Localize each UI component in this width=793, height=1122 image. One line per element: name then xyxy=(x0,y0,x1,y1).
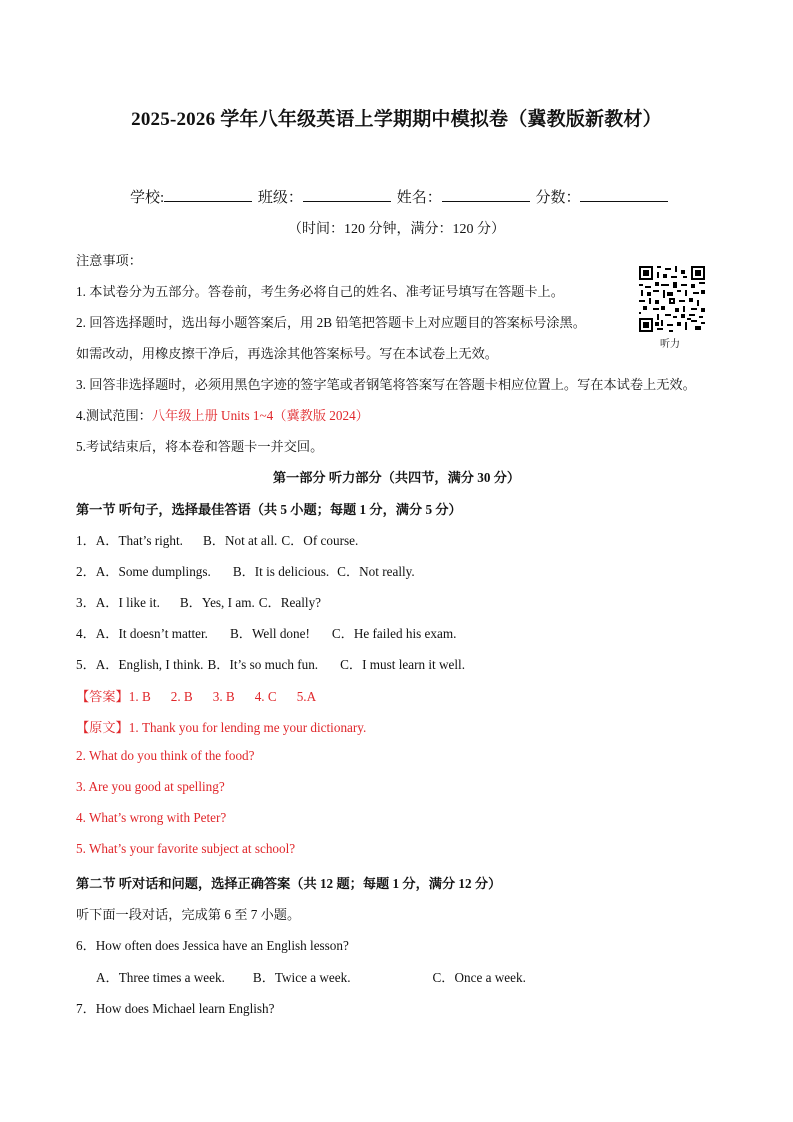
question-number: 4． xyxy=(76,626,96,641)
class-blank[interactable] xyxy=(303,188,391,202)
question-6: 6．How often does Jessica have an English lesson? xyxy=(76,938,349,953)
qr-code-icon[interactable] xyxy=(638,266,706,332)
question-number: 3． xyxy=(76,595,96,610)
notice-item-2b: 如需改动，用橡皮擦干净后，再选涂其他答案标号。写在本试卷上无效。 xyxy=(76,346,498,361)
notice-item-4-prefix: 4.测试范围： xyxy=(76,408,152,423)
time-note: （时间：120 分钟，满分：120 分） xyxy=(288,222,505,237)
option-c: C．Of course. xyxy=(281,533,359,548)
question-5 xyxy=(76,654,465,673)
script-line-2: 2. What do you think of the food? xyxy=(76,748,255,763)
script-label: 【原文】 xyxy=(76,720,129,735)
script-line-4: 4. What’s wrong with Peter? xyxy=(76,810,227,825)
question-7: 7．How does Michael learn English? xyxy=(76,1001,275,1016)
option-b: B．Twice a week. xyxy=(252,970,351,985)
notice-heading: 注意事项： xyxy=(76,253,142,268)
option-a: A．English, I think. xyxy=(95,657,204,672)
answer-item: 1. B xyxy=(128,689,151,704)
option-b: B．Well done! xyxy=(229,626,310,641)
class-label: 班级： xyxy=(257,190,303,206)
option-b: B．It’s so much fun. xyxy=(207,657,319,672)
question-3 xyxy=(76,592,321,611)
test-range: 八年级上册 Units 1~4（冀教版 2024） xyxy=(151,408,369,423)
option-c: C．I must learn it well. xyxy=(340,657,466,672)
script-text: 1. Thank you for lending me your dictionary. xyxy=(128,720,367,735)
option-b: B．Not at all. xyxy=(202,533,278,548)
script-line-3: 3. Are you good at spelling? xyxy=(76,779,225,794)
score-blank[interactable] xyxy=(580,188,668,202)
question-1 xyxy=(76,530,358,549)
option-c: C．Once a week. xyxy=(432,970,526,985)
answer-item: 4. C xyxy=(254,689,277,704)
name-label: 姓名： xyxy=(396,190,442,206)
question-6-options xyxy=(96,967,526,986)
notice-item-5: 5.考试结束后，将本卷和答题卡一并交回。 xyxy=(76,439,324,454)
answer-item: 3. B xyxy=(212,689,235,704)
question-number: 1． xyxy=(76,533,96,548)
school-label: 学校: xyxy=(130,190,165,206)
option-b: B．Yes, I am. xyxy=(179,595,255,610)
option-a: A．It doesn’t matter. xyxy=(95,626,208,641)
option-c: C．He failed his exam. xyxy=(331,626,457,641)
option-a: A．I like it. xyxy=(95,595,160,610)
notice-item-3: 3. 回答非选择题时，必须用黑色字迹的签字笔或者钢笔将答案写在答题卡相应位置上。写在本试卷上无效。 xyxy=(76,377,696,392)
question-number: 5． xyxy=(76,657,96,672)
question-2 xyxy=(76,561,415,580)
option-a: A．Some dumplings. xyxy=(95,564,211,579)
script-line-1 xyxy=(76,717,366,736)
question-4 xyxy=(76,623,456,642)
page-title: 2025-2026 学年八年级英语上学期期中模拟卷（冀教版新教材） xyxy=(131,109,662,130)
notice-item-1: 1. 本试卷分为五部分。答卷前，考生务必将自己的姓名、准考证号填写在答题卡上。 xyxy=(76,284,564,299)
notice-item-4 xyxy=(76,405,369,424)
answer-item: 5.A xyxy=(296,689,317,704)
script-line-5: 5. What’s your favorite subject at school? xyxy=(76,841,296,856)
score-label: 分数： xyxy=(535,190,581,206)
option-c: C．Not really. xyxy=(337,564,415,579)
section2-intro: 听下面一段对话，完成第 6 至 7 小题。 xyxy=(76,907,301,922)
option-a: A．Three times a week. xyxy=(96,970,225,985)
option-a: A．That’s right. xyxy=(95,533,183,548)
answer-item: 2. B xyxy=(170,689,193,704)
section2-heading: 第二节 听对话和问题，选择正确答案（共 12 题；每题 1 分，满分 12 分） xyxy=(76,876,502,891)
school-blank[interactable] xyxy=(164,188,252,202)
student-info-line xyxy=(130,186,670,207)
name-blank[interactable] xyxy=(442,188,530,202)
option-c: C．Really? xyxy=(258,595,322,610)
qr-label: 听力 xyxy=(660,339,680,350)
notice-item-2a: 2. 回答选择题时，选出每小题答案后，用 2B 铅笔把答题卡上对应题目的答案标号涂黑。 xyxy=(76,315,586,330)
part1-heading: 第一部分 听力部分（共四节，满分 30 分） xyxy=(272,470,521,485)
question-number: 2． xyxy=(76,564,96,579)
option-b: B．It is delicious. xyxy=(232,564,330,579)
answer-label: 【答案】 xyxy=(76,689,129,704)
answer-line xyxy=(76,686,316,705)
section1-heading: 第一节 听句子，选择最佳答语（共 5 小题；每题 1 分，满分 5 分） xyxy=(76,502,462,517)
